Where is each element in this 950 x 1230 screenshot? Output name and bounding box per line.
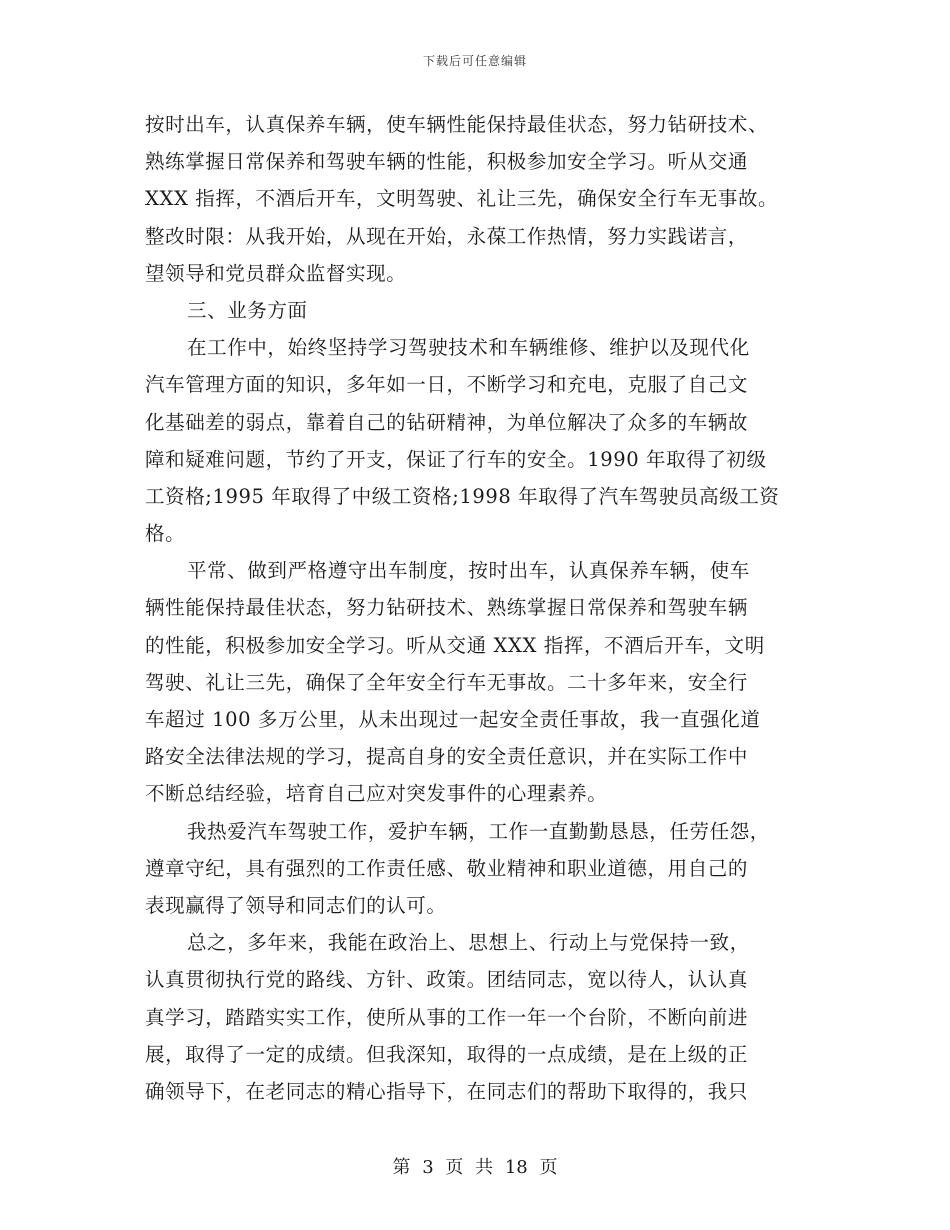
document-body (145, 106, 805, 1110)
text-line: 的性能，积极参加安全学习。听从交通 XXX 指挥，不酒后开车，文明 (145, 633, 765, 657)
text-line: 在工作中，始终坚持学习驾驶技术和车辆维修、维护以及现代化 (187, 336, 750, 360)
text-line: 熟练掌握日常保养和驾驶车辆的性能，积极参加安全学习。听从交通 (145, 150, 749, 174)
text-line: 总之，多年来，我能在政治上、思想上、行动上与党保持一致， (187, 931, 750, 955)
text-line: 辆性能保持最佳状态，努力钻研技术、熟练掌握日常保养和驾驶车辆 (145, 596, 749, 620)
page-footer: 第 3 页 共 18 页 (392, 1157, 558, 1178)
page-header: 下载后可任意编辑 (422, 54, 527, 68)
text-line: XXX 指挥，不酒后开车，文明驾驶、礼让三先，确保安全行车无事故。 (145, 187, 779, 211)
text-line: 遵章守纪，具有强烈的工作责任感、敬业精神和职业道德，用自己的 (145, 856, 749, 880)
text-line: 我热爱汽车驾驶工作，爱护车辆，工作一直勤勤恳恳，任劳任怨， (187, 819, 770, 843)
text-line: 望领导和党员群众监督实现。 (145, 261, 407, 285)
text-line: 驾驶、礼让三先，确保了全年安全行车无事故。二十多年来，安全行 (145, 670, 749, 694)
text-line: 真学习，踏踏实实工作，使所从事的工作一年一个台阶，不断向前进 (145, 1005, 749, 1029)
text-line: 确领导下，在老同志的精心指导下，在同志们的帮助下取得的，我只 (145, 1079, 749, 1103)
text-line: 汽车管理方面的知识，多年如一日，不断学习和充电，克服了自己文 (145, 373, 749, 397)
text-line: 三、业务方面 (187, 298, 308, 322)
text-line: 平常、做到严格遵守出车制度，按时出车，认真保养车辆，使车 (187, 559, 750, 583)
text-line: 按时出车，认真保养车辆，使车辆性能保持最佳状态，努力钻研技术、 (145, 113, 769, 136)
text-line: 格。 (145, 522, 186, 546)
text-line: 整改时限：从我开始，从现在开始，永葆工作热情，努力实践诺言， (145, 224, 749, 248)
text-line: 认真贯彻执行党的路线、方针、政策。团结同志，宽以待人，认认真 (145, 968, 749, 992)
text-line: 展，取得了一定的成绩。但我深知，取得的一点成绩，是在上级的正 (145, 1042, 749, 1066)
text-line: 车超过 100 多万公里，从未出现过一起安全责任事故，我一直强化道 (145, 708, 761, 731)
text-line: 障和疑难问题，节约了开支，保证了行车的安全。1990 年取得了初级 (145, 447, 767, 471)
text-line: 化基础差的弱点，靠着自己的钻研精神，为单位解决了众多的车辆故 (145, 410, 749, 434)
text-line: 路安全法律法规的学习，提高自身的安全责任意识，并在实际工作中 (145, 745, 749, 769)
text-line: 表现赢得了领导和同志们的认可。 (145, 893, 447, 917)
text-line: 工资格;1995 年取得了中级工资格;1998 年取得了汽车驾驶员高级工资 (145, 484, 780, 508)
text-line: 不断总结经验，培育自己应对突发事件的心理素养。 (145, 782, 608, 806)
